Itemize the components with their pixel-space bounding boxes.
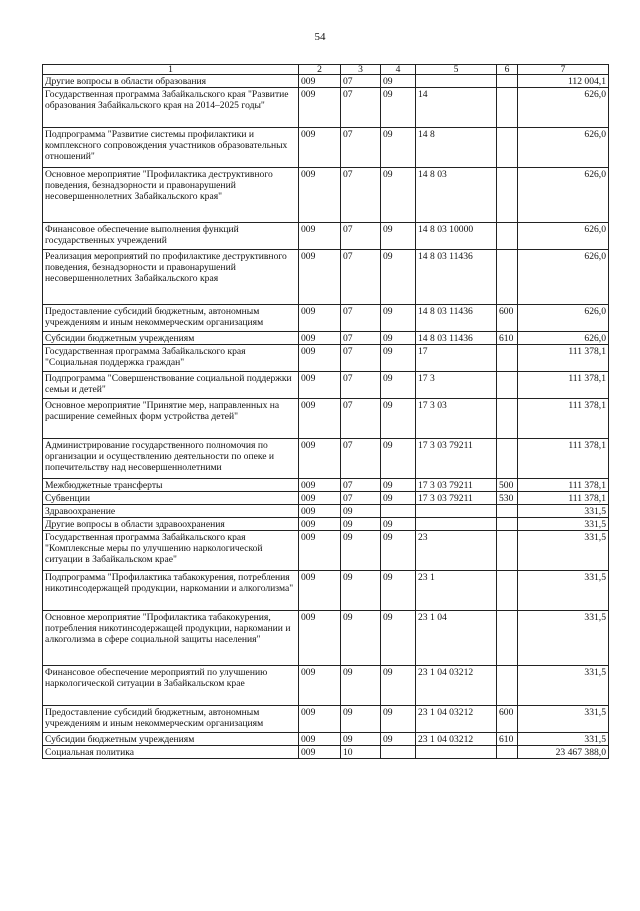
row-section-cell: 09 (341, 571, 381, 611)
table-row (43, 611, 609, 666)
header-cell: 5 (416, 65, 497, 75)
row-amount-cell: 626,0 (518, 332, 609, 345)
table-row (43, 75, 609, 88)
row-amount-cell: 112 004,1 (518, 75, 609, 88)
row-amount-cell: 626,0 (518, 128, 609, 168)
row-name-cell: Здравоохранение (43, 505, 299, 518)
header-cell: 6 (497, 65, 518, 75)
row-target-cell: 23 1 04 03212 (416, 733, 497, 746)
header-cell: 3 (341, 65, 381, 75)
row-target-cell: 17 3 03 79211 (416, 492, 497, 505)
row-subsection-cell: 09 (381, 345, 416, 372)
table-row (43, 733, 609, 746)
row-amount-cell: 331,5 (518, 733, 609, 746)
row-code-cell: 009 (299, 223, 341, 250)
row-name-cell: Межбюджетные трансферты (43, 479, 299, 492)
row-amount-cell: 111 378,1 (518, 492, 609, 505)
row-code-cell: 009 (299, 492, 341, 505)
row-name-cell: Предоставление субсидий бюджетным, автономным учреждениям и иным некоммерческим организациям (43, 305, 299, 332)
row-name-cell: Финансовое обеспечение выполнения функций государственных учреждений (43, 223, 299, 250)
row-section-cell: 07 (341, 75, 381, 88)
row-subsection-cell: 09 (381, 518, 416, 531)
row-section-cell: 09 (341, 505, 381, 518)
table-row (43, 128, 609, 168)
row-code-cell: 009 (299, 505, 341, 518)
row-subsection-cell: 09 (381, 128, 416, 168)
row-expense-type-cell (497, 439, 518, 479)
row-name-cell: Другие вопросы в области образования (43, 75, 299, 88)
row-expense-type-cell (497, 531, 518, 571)
row-section-cell: 07 (341, 128, 381, 168)
row-expense-type-cell: 610 (497, 733, 518, 746)
row-code-cell: 009 (299, 746, 341, 759)
table-row (43, 518, 609, 531)
row-target-cell (416, 75, 497, 88)
row-code-cell: 009 (299, 666, 341, 706)
row-expense-type-cell (497, 611, 518, 666)
row-amount-cell: 626,0 (518, 88, 609, 128)
row-name-cell: Другие вопросы в области здравоохранения (43, 518, 299, 531)
row-target-cell: 14 8 03 11436 (416, 250, 497, 305)
table-row (43, 223, 609, 250)
row-section-cell: 09 (341, 733, 381, 746)
row-name-cell: Субсидии бюджетным учреждениям (43, 733, 299, 746)
row-amount-cell: 626,0 (518, 250, 609, 305)
row-subsection-cell: 09 (381, 332, 416, 345)
header-cell: 2 (299, 65, 341, 75)
row-subsection-cell: 09 (381, 305, 416, 332)
row-code-cell: 009 (299, 531, 341, 571)
row-expense-type-cell (497, 571, 518, 611)
row-subsection-cell: 09 (381, 75, 416, 88)
row-section-cell: 07 (341, 372, 381, 399)
row-expense-type-cell (497, 168, 518, 223)
table-row (43, 345, 609, 372)
row-target-cell: 23 1 04 03212 (416, 666, 497, 706)
row-subsection-cell: 09 (381, 250, 416, 305)
row-section-cell: 09 (341, 706, 381, 733)
row-target-cell: 23 1 04 (416, 611, 497, 666)
row-target-cell: 14 8 03 10000 (416, 223, 497, 250)
row-section-cell: 10 (341, 746, 381, 759)
row-name-cell: Основное мероприятие "Профилактика табакокурения, потребления никотинсодержащей продукции, наркомании и алкоголизма в сфере социальной защиты населения" (43, 611, 299, 666)
table-row (43, 88, 609, 128)
table-header-row (43, 65, 609, 75)
row-expense-type-cell (497, 128, 518, 168)
row-expense-type-cell (497, 345, 518, 372)
row-target-cell (416, 505, 497, 518)
row-target-cell: 17 3 (416, 372, 497, 399)
row-code-cell: 009 (299, 399, 341, 439)
row-target-cell: 14 8 (416, 128, 497, 168)
row-name-cell: Социальная политика (43, 746, 299, 759)
row-name-cell: Реализация мероприятий по профилактике деструктивного поведения, безнадзорности и правонарушений несовершеннолетних Забайкальского края (43, 250, 299, 305)
row-name-cell: Субсидии бюджетным учреждениям (43, 332, 299, 345)
row-target-cell: 17 3 03 (416, 399, 497, 439)
row-subsection-cell: 09 (381, 399, 416, 439)
row-name-cell: Основное мероприятие "Профилактика деструктивного поведения, безнадзорности и правонарушений несовершеннолетних Забайкальского края" (43, 168, 299, 223)
row-amount-cell: 331,5 (518, 611, 609, 666)
table-row (43, 439, 609, 479)
row-code-cell: 009 (299, 168, 341, 223)
row-section-cell: 07 (341, 223, 381, 250)
table-row (43, 666, 609, 706)
table-row (43, 746, 609, 759)
table-row (43, 305, 609, 332)
row-target-cell (416, 746, 497, 759)
row-amount-cell: 331,5 (518, 531, 609, 571)
header-cell: 7 (518, 65, 609, 75)
row-section-cell: 07 (341, 345, 381, 372)
table-row (43, 492, 609, 505)
row-amount-cell: 626,0 (518, 305, 609, 332)
row-name-cell: Государственная программа Забайкальского края "Комплексные меры по улучшению наркологической ситуации в Забайкальском крае" (43, 531, 299, 571)
row-target-cell (416, 518, 497, 531)
row-expense-type-cell (497, 88, 518, 128)
row-section-cell: 07 (341, 88, 381, 128)
row-expense-type-cell (497, 250, 518, 305)
header-cell: 1 (43, 65, 299, 75)
row-section-cell: 09 (341, 611, 381, 666)
row-subsection-cell (381, 746, 416, 759)
row-section-cell: 09 (341, 518, 381, 531)
row-amount-cell: 626,0 (518, 168, 609, 223)
budget-table (42, 64, 609, 759)
row-section-cell: 09 (341, 531, 381, 571)
row-subsection-cell: 09 (381, 571, 416, 611)
row-name-cell: Подпрограмма "Профилактика табакокурения, потребления никотинсодержащей продукции, наркомании и алкоголизма" (43, 571, 299, 611)
table-row (43, 250, 609, 305)
row-name-cell: Государственная программа Забайкальского края "Социальная поддержка граждан" (43, 345, 299, 372)
row-subsection-cell: 09 (381, 531, 416, 571)
row-section-cell: 07 (341, 439, 381, 479)
row-expense-type-cell: 600 (497, 706, 518, 733)
row-section-cell: 09 (341, 666, 381, 706)
row-target-cell: 14 8 03 11436 (416, 305, 497, 332)
row-subsection-cell: 09 (381, 439, 416, 479)
row-code-cell: 009 (299, 479, 341, 492)
row-code-cell: 009 (299, 75, 341, 88)
table-row (43, 531, 609, 571)
row-name-cell: Финансовое обеспечение мероприятий по улучшению наркологической ситуации в Забайкальском крае (43, 666, 299, 706)
row-code-cell: 009 (299, 332, 341, 345)
row-section-cell: 07 (341, 305, 381, 332)
row-subsection-cell: 09 (381, 611, 416, 666)
table-row (43, 479, 609, 492)
row-code-cell: 009 (299, 571, 341, 611)
table-row (43, 372, 609, 399)
row-code-cell: 009 (299, 305, 341, 332)
table-row (43, 571, 609, 611)
row-code-cell: 009 (299, 733, 341, 746)
row-code-cell: 009 (299, 439, 341, 479)
row-amount-cell: 626,0 (518, 223, 609, 250)
row-expense-type-cell (497, 505, 518, 518)
row-subsection-cell: 09 (381, 168, 416, 223)
row-expense-type-cell (497, 399, 518, 439)
row-name-cell: Администрирование государственного полномочия по организации и осуществлению деятельности по опеке и попечительству над несовершеннолетними (43, 439, 299, 479)
row-target-cell: 23 1 (416, 571, 497, 611)
row-amount-cell: 331,5 (518, 571, 609, 611)
row-amount-cell: 23 467 388,0 (518, 746, 609, 759)
row-expense-type-cell: 610 (497, 332, 518, 345)
row-subsection-cell (381, 505, 416, 518)
row-expense-type-cell (497, 75, 518, 88)
row-section-cell: 07 (341, 479, 381, 492)
row-target-cell: 23 (416, 531, 497, 571)
row-section-cell: 07 (341, 492, 381, 505)
row-section-cell: 07 (341, 168, 381, 223)
row-code-cell: 009 (299, 250, 341, 305)
table-row (43, 399, 609, 439)
row-target-cell: 17 3 03 79211 (416, 439, 497, 479)
row-subsection-cell: 09 (381, 706, 416, 733)
row-section-cell: 07 (341, 332, 381, 345)
row-target-cell: 14 8 03 (416, 168, 497, 223)
row-expense-type-cell (497, 372, 518, 399)
row-section-cell: 07 (341, 399, 381, 439)
row-expense-type-cell: 530 (497, 492, 518, 505)
row-name-cell: Подпрограмма "Развитие системы профилактики и комплексного сопровождения участников образовательных отношений" (43, 128, 299, 168)
header-cell: 4 (381, 65, 416, 75)
row-expense-type-cell: 600 (497, 305, 518, 332)
row-subsection-cell: 09 (381, 492, 416, 505)
table-row (43, 706, 609, 733)
row-name-cell: Субвенции (43, 492, 299, 505)
row-target-cell: 14 8 03 11436 (416, 332, 497, 345)
row-amount-cell: 111 378,1 (518, 439, 609, 479)
row-amount-cell: 111 378,1 (518, 372, 609, 399)
row-expense-type-cell (497, 746, 518, 759)
table-row (43, 505, 609, 518)
row-code-cell: 009 (299, 88, 341, 128)
table-row (43, 168, 609, 223)
row-name-cell: Подпрограмма "Совершенствование социальной поддержки семьи и детей" (43, 372, 299, 399)
row-name-cell: Основное мероприятие "Принятие мер, направленных на расширение семейных форм устройства детей" (43, 399, 299, 439)
row-subsection-cell: 09 (381, 372, 416, 399)
row-code-cell: 009 (299, 611, 341, 666)
row-expense-type-cell (497, 666, 518, 706)
row-subsection-cell: 09 (381, 223, 416, 250)
row-expense-type-cell (497, 518, 518, 531)
row-name-cell: Предоставление субсидий бюджетным, автономным учреждениям и иным некоммерческим организациям (43, 706, 299, 733)
row-amount-cell: 111 378,1 (518, 479, 609, 492)
row-expense-type-cell (497, 223, 518, 250)
row-subsection-cell: 09 (381, 88, 416, 128)
page-number: 54 (314, 31, 326, 43)
row-amount-cell: 111 378,1 (518, 399, 609, 439)
row-code-cell: 009 (299, 345, 341, 372)
row-amount-cell: 331,5 (518, 505, 609, 518)
row-amount-cell: 331,5 (518, 666, 609, 706)
row-target-cell: 23 1 04 03212 (416, 706, 497, 733)
row-code-cell: 009 (299, 128, 341, 168)
row-code-cell: 009 (299, 372, 341, 399)
row-amount-cell: 331,5 (518, 518, 609, 531)
row-code-cell: 009 (299, 518, 341, 531)
row-subsection-cell: 09 (381, 733, 416, 746)
row-amount-cell: 331,5 (518, 706, 609, 733)
row-code-cell: 009 (299, 706, 341, 733)
row-section-cell: 07 (341, 250, 381, 305)
row-amount-cell: 111 378,1 (518, 345, 609, 372)
row-name-cell: Государственная программа Забайкальского края "Развитие образования Забайкальского края на 2014–2025 годы" (43, 88, 299, 128)
row-target-cell: 17 (416, 345, 497, 372)
table-row (43, 332, 609, 345)
row-subsection-cell: 09 (381, 666, 416, 706)
row-target-cell: 17 3 03 79211 (416, 479, 497, 492)
row-target-cell: 14 (416, 88, 497, 128)
row-subsection-cell: 09 (381, 479, 416, 492)
row-expense-type-cell: 500 (497, 479, 518, 492)
